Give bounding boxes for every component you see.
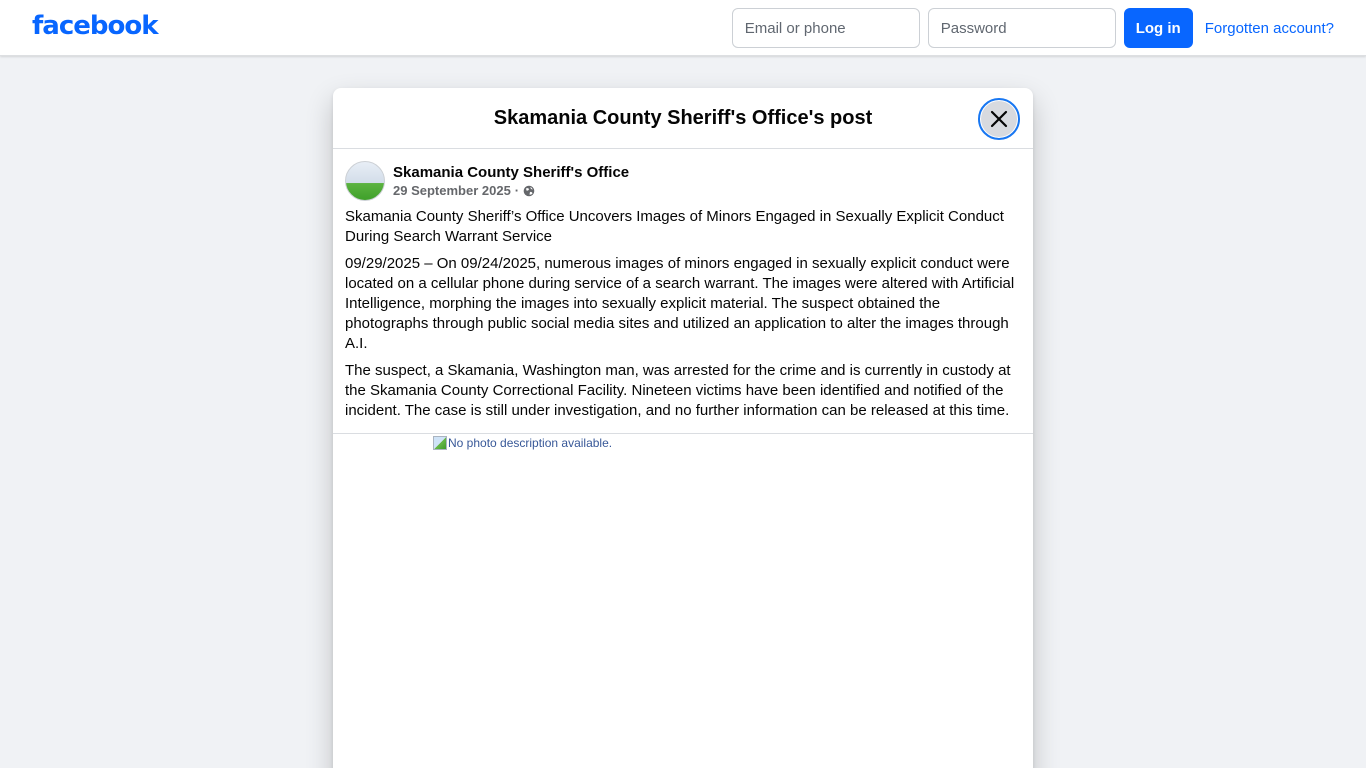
close-button[interactable] [978, 98, 1020, 140]
post-author-info [393, 164, 629, 198]
image-alt-text: No photo description available. [448, 436, 613, 450]
password-field[interactable] [928, 8, 1116, 48]
post-dialog [333, 88, 1033, 768]
post-paragraph: Skamania County Sheriff’s Office Uncovers Images of Minors Engaged in Sexually Explicit Conduct During Search Warrant Service [345, 208, 1004, 245]
separator-dot: · [514, 183, 520, 198]
dialog-title: Skamania County Sheriff's Office's post [493, 106, 873, 129]
facebook-logo[interactable]: facebook [32, 11, 158, 41]
post-image[interactable] [433, 436, 612, 450]
close-icon [990, 110, 1008, 128]
avatar[interactable] [345, 161, 385, 201]
globe-icon [523, 185, 535, 197]
email-field[interactable] [732, 8, 920, 48]
post-body [333, 201, 1033, 421]
post-paragraph: The suspect, a Skamania, Washington man, was arrested for the crime and is currently in custody at the Skamania County Correctional Facility. Nineteen victims have been identified and notified of the incident. The case is still under investigation, and no further information can be released at this time. [345, 362, 1011, 419]
post-image-area[interactable] [333, 434, 1033, 768]
forgotten-account-link[interactable]: Forgotten account? [1204, 19, 1334, 37]
post-author[interactable]: Skamania County Sheriff's Office [393, 164, 630, 181]
post-paragraph: 09/29/2025 – On 09/24/2025, numerous images of minors engaged in sexually explicit conduct were located on a cellular phone during service of a search warrant. The images were altered with Artificial Intelligence, morphing the images into sexually explicit material. The suspect obtained the photographs through public social media sites and utilized an application to alter the images through A.I. [345, 255, 1015, 352]
dialog-header [333, 88, 1033, 149]
login-button[interactable]: Log in [1124, 8, 1193, 48]
top-navigation-bar [0, 0, 1366, 56]
post-header [333, 149, 1033, 201]
post-meta [393, 183, 629, 198]
login-form [732, 8, 1334, 48]
broken-image-icon [433, 436, 447, 450]
post-date[interactable]: 29 September 2025 [393, 183, 511, 198]
